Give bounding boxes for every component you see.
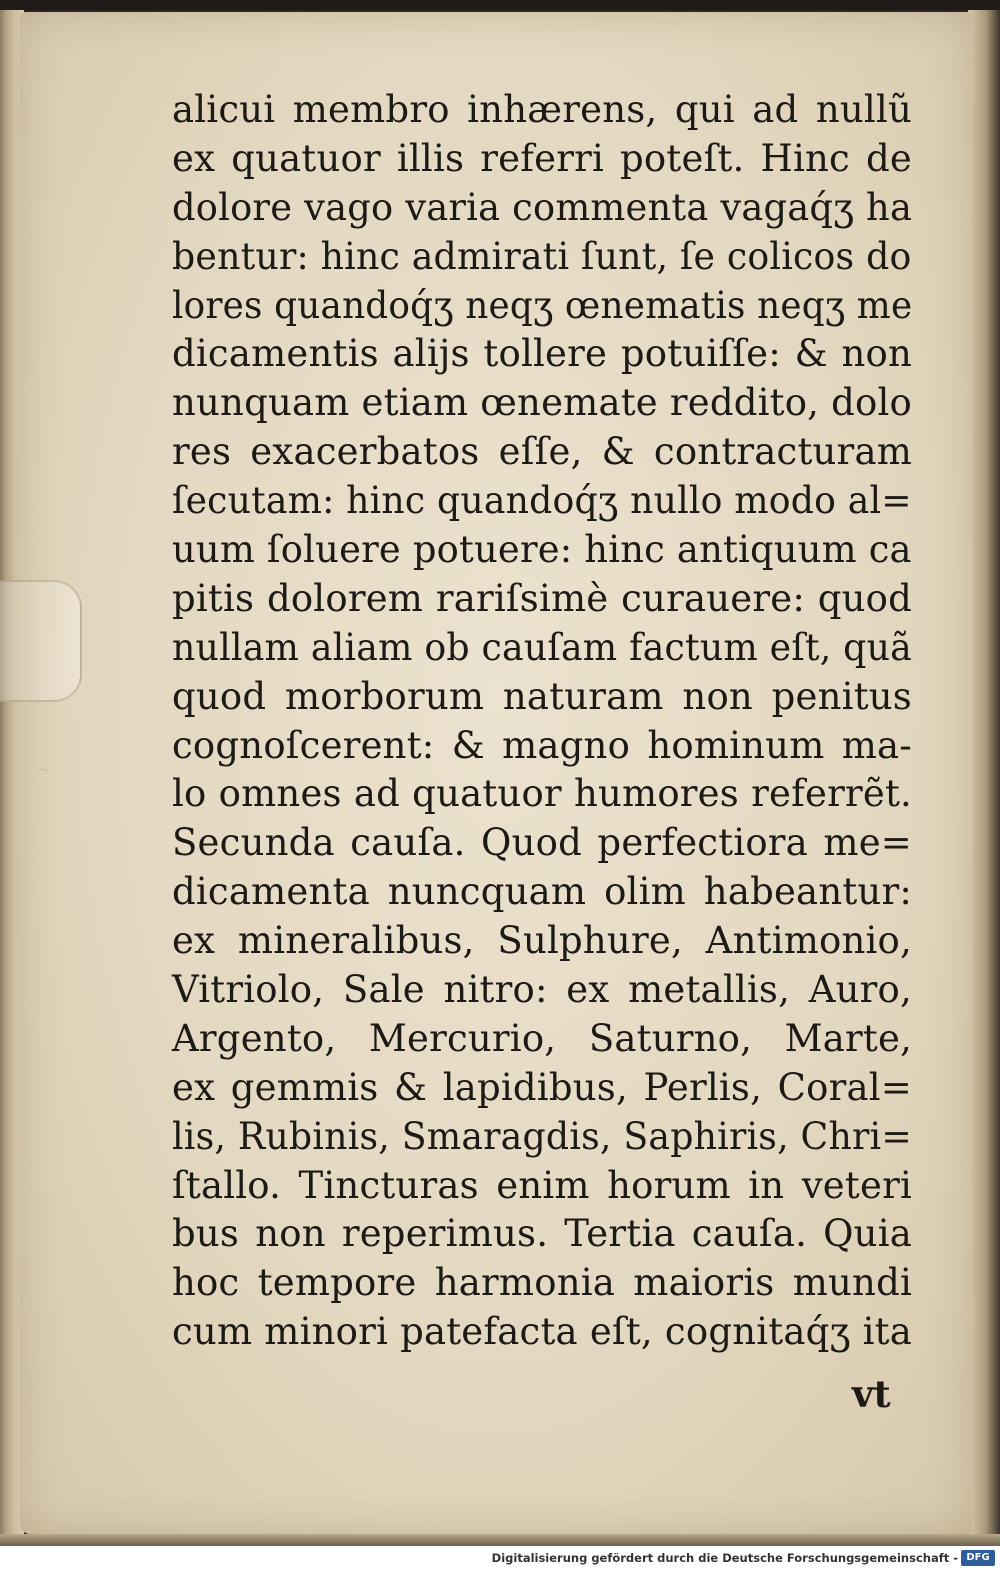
text-line: pitis dolorem rariſsimè curauere: quod (172, 576, 912, 620)
page-text-block (172, 86, 912, 1357)
text-line: nunquam etiam œnemate reddito, dolo (172, 381, 912, 425)
show-through-text: ~ (36, 760, 50, 779)
page-bottom-edge (0, 1534, 1000, 1546)
text-line: ex mineralibus, Sulphure, Antimonio, (172, 919, 912, 963)
page-clip-tab (0, 580, 82, 702)
text-line: dolore vago varia commenta vagaq́ʒ ha (172, 185, 913, 229)
catchword: vt (852, 1372, 891, 1416)
scan-top-edge (0, 0, 1000, 10)
text-line: lis, Rubinis, Smaragdis, Saphiris, Chri= (172, 1114, 912, 1158)
text-line: res exacerbatos eſſe, & contracturam (172, 430, 912, 474)
dfg-logo: DFG (961, 1550, 995, 1566)
text-line: uum ſoluere potuere: hinc antiquum ca (172, 528, 912, 572)
text-line: dicamenta nuncquam olim habeantur: (172, 870, 912, 914)
text-line: dicamentis alijs tollere potuiſſe: & non (172, 332, 912, 376)
text-line: cognoſcerent: & magno hominum ma- (172, 723, 912, 767)
text-line: quod morborum naturam non penitus (172, 674, 912, 718)
funding-credit: Digitalisierung gefördert durch die Deutsche Forschungsgemeinschaft - (491, 1551, 958, 1565)
text-line: nullam aliam ob cauſam factum eſt, quã (172, 625, 912, 669)
text-line: cum minori patefacta eſt, cognitaq́ʒ ita (172, 1310, 912, 1354)
text-line: ex quatuor illis referri poteſt. Hinc de (172, 136, 912, 180)
text-line: Secunda cauſa. Quod perfectiora me= (172, 821, 912, 865)
text-line: ſtallo. Tincturas enim horum in veteri (172, 1163, 912, 1207)
text-line: lores quandoq́ʒ neqʒ œnematis neqʒ me (172, 283, 913, 327)
text-line: alicui membro inhærens, qui ad nullũ (172, 88, 912, 131)
text-line: bentur: hinc admirati ſunt, ſe colicos do (172, 234, 912, 278)
text-line: hoc tempore harmonia maioris mundi (172, 1261, 912, 1305)
text-line: bus non reperimus. Tertia cauſa. Quia (172, 1212, 912, 1256)
text-line: ſecutam: hinc quandoq́ʒ nullo modo al= (172, 479, 912, 523)
text-line: ex gemmis & lapidibus, Perlis, Coral= (172, 1065, 912, 1109)
text-line: Vitriolo, Sale nitro: ex metallis, Auro, (172, 968, 912, 1012)
book-fore-edge (968, 10, 1000, 1540)
text-line: lo omnes ad quatuor humores referrẽt. (172, 772, 912, 816)
text-line: Argento, Mercurio, Saturno, Marte, (172, 1016, 912, 1060)
